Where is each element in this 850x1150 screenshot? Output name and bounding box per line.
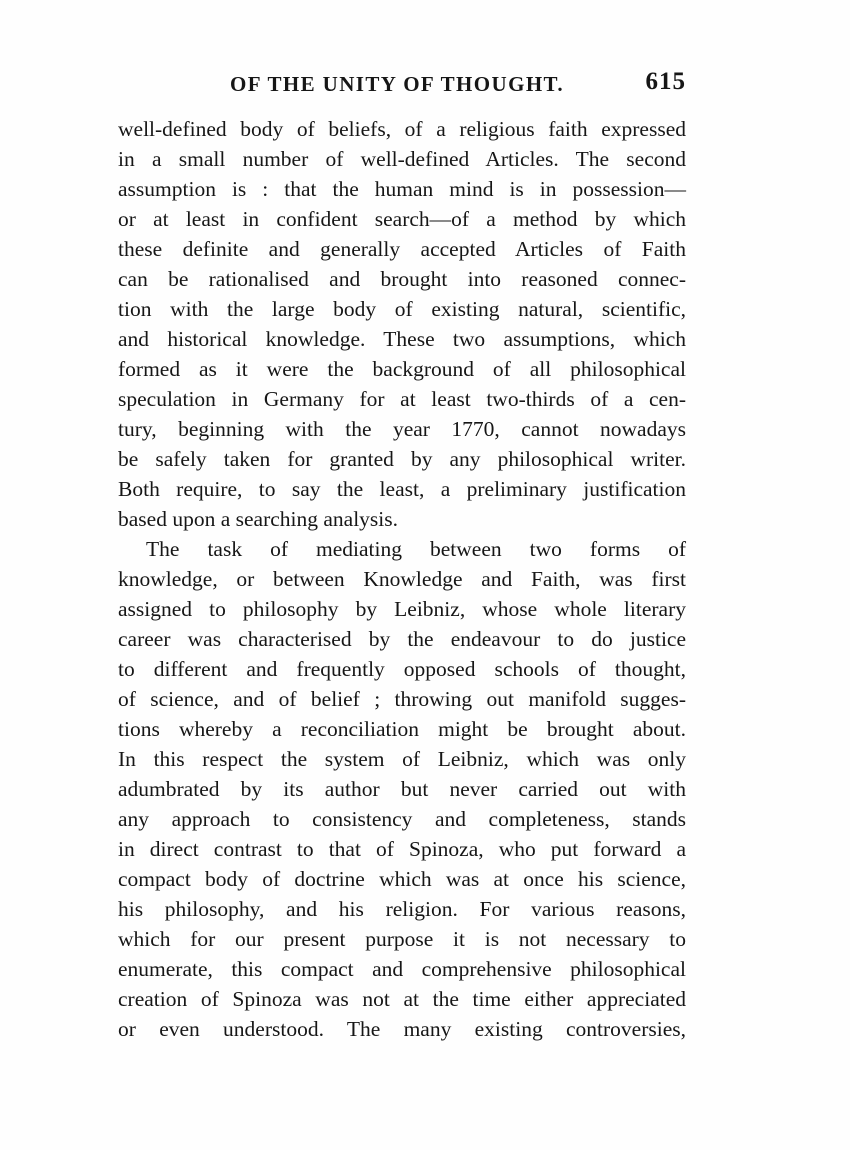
text-line: which for our present purpose it is not necessary to xyxy=(118,927,686,951)
running-title: OF THE UNITY OF THOUGHT. xyxy=(230,72,565,96)
text-line: tury, beginning with the year 1770, cannot nowadays xyxy=(118,417,686,441)
text-line: can be rationalised and brought into reasoned connec- xyxy=(118,267,686,291)
text-line: assumption is : that the human mind is in possession— xyxy=(118,177,686,201)
text-line: speculation in Germany for at least two-thirds of a cen- xyxy=(118,387,686,411)
text-line: creation of Spinoza was not at the time either appreciated xyxy=(118,987,686,1011)
text-line: these definite and generally accepted Articles of Faith xyxy=(118,237,686,261)
text-line: or at least in confident search—of a method by which xyxy=(118,207,686,231)
text-line: to different and frequently opposed schools of thought, xyxy=(118,657,686,681)
text-line: career was characterised by the endeavour to do justice xyxy=(118,627,686,651)
text-line: in direct contrast to that of Spinoza, who put forward a xyxy=(118,837,686,861)
page-number: 615 xyxy=(645,68,686,95)
text-line: knowledge, or between Knowledge and Faith, was first xyxy=(118,567,686,591)
text-line: tion with the large body of existing natural, scientific, xyxy=(118,297,686,321)
text-line: assigned to philosophy by Leibniz, whose whole literary xyxy=(118,597,686,621)
text-line: compact body of doctrine which was at once his science, xyxy=(118,867,686,891)
text-line: Both require, to say the least, a preliminary justification xyxy=(118,477,686,501)
paragraph-end-line: based upon a searching analysis. xyxy=(118,507,399,531)
text-line: and historical knowledge. These two assumptions, which xyxy=(118,327,686,351)
running-head xyxy=(118,68,686,102)
paragraph-start-line: The task of mediating between two forms of xyxy=(146,537,686,561)
text-line: his philosophy, and his religion. For various reasons, xyxy=(118,897,686,921)
text-line: in a small number of well-defined Articles. The second xyxy=(118,147,686,171)
text-line: enumerate, this compact and comprehensive philosophical xyxy=(118,957,686,981)
text-line: well-defined body of beliefs, of a religious faith expressed xyxy=(118,117,686,141)
text-line: be safely taken for granted by any philosophical writer. xyxy=(118,447,686,471)
text-line: adumbrated by its author but never carried out with xyxy=(118,777,686,801)
text-line: of science, and of belief ; throwing out manifold sugges- xyxy=(118,687,686,711)
text-line: or even understood. The many existing controversies, xyxy=(118,1017,686,1041)
body-text xyxy=(118,114,686,1044)
text-line: In this respect the system of Leibniz, which was only xyxy=(118,747,686,771)
text-line: tions whereby a reconciliation might be brought about. xyxy=(118,717,686,741)
text-line: formed as it were the background of all philosophical xyxy=(118,357,686,381)
text-line: any approach to consistency and completeness, stands xyxy=(118,807,686,831)
